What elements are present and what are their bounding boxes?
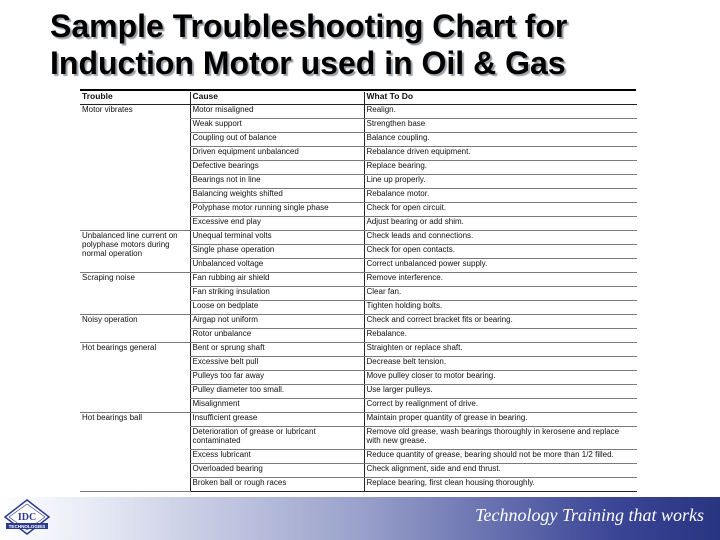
trouble-cell: Scraping noise <box>80 273 190 315</box>
what-to-do-cell: Adjust bearing or add shim. <box>364 217 637 231</box>
logo-text: IDC <box>17 512 37 523</box>
table-row <box>80 273 637 287</box>
page-title-line-1: Sample Troubleshooting Chart for <box>50 8 568 44</box>
cause-cell: Unbalanced voltage <box>190 259 364 273</box>
trouble-cell: Hot bearings general <box>80 343 190 413</box>
column-header-what-to-do: What To Do <box>364 92 637 105</box>
cause-cell: Pulleys too far away <box>190 371 364 385</box>
cause-cell: Excessive belt pull <box>190 357 364 371</box>
cause-cell: Motor misaligned <box>190 105 364 119</box>
what-to-do-cell: Straighten or replace shaft. <box>364 343 637 357</box>
trouble-cell: Motor vibrates <box>80 105 190 231</box>
cause-cell: Driven equipment unbalanced <box>190 147 364 161</box>
what-to-do-cell: Correct unbalanced power supply. <box>364 259 637 273</box>
what-to-do-cell: Correct by realignment of drive. <box>364 399 637 413</box>
cause-cell: Rotor unbalance <box>190 329 364 343</box>
cause-cell: Bearings not in line <box>190 175 364 189</box>
cause-cell: Broken ball or rough races <box>190 478 364 492</box>
cause-cell: Coupling out of balance <box>190 133 364 147</box>
what-to-do-cell: Reduce quantity of grease, bearing should not be more than 1/2 filled. <box>364 450 637 464</box>
what-to-do-cell: Tighten holding bolts. <box>364 301 637 315</box>
what-to-do-cell: Realign. <box>364 105 637 119</box>
column-header-trouble: Trouble <box>80 92 190 105</box>
cause-cell: Bent or sprung shaft <box>190 343 364 357</box>
cause-cell: Excess lubricant <box>190 450 364 464</box>
table-row <box>80 315 637 329</box>
logo-subtext: TECHNOLOGIES <box>8 524 46 529</box>
cause-cell: Pulley diameter too small. <box>190 385 364 399</box>
page-title-line-2: Induction Motor used in Oil & Gas <box>50 45 566 81</box>
what-to-do-cell: Rebalance. <box>364 329 637 343</box>
cause-cell: Insufficient grease <box>190 413 364 427</box>
what-to-do-cell: Move pulley closer to motor bearing. <box>364 371 637 385</box>
table-header-row <box>80 92 637 105</box>
cause-cell: Misalignment <box>190 399 364 413</box>
what-to-do-cell: Rebalance motor. <box>364 189 637 203</box>
what-to-do-cell: Replace bearing, first clean housing thoroughly. <box>364 478 637 492</box>
cause-cell: Deterioration of grease or lubricant contaminated <box>190 427 364 450</box>
table-body <box>80 105 637 492</box>
cause-cell: Overloaded bearing <box>190 464 364 478</box>
cause-cell: Single phase operation <box>190 245 364 259</box>
column-header-cause: Cause <box>190 92 364 105</box>
what-to-do-cell: Rebalance driven equipment. <box>364 147 637 161</box>
what-to-do-cell: Replace bearing. <box>364 161 637 175</box>
troubleshooting-table <box>80 92 637 492</box>
page-title <box>50 8 690 82</box>
footer-tagline: Technology Training that works <box>475 505 704 525</box>
what-to-do-cell: Check alignment, side and end thrust. <box>364 464 637 478</box>
trouble-cell: Hot bearings ball <box>80 413 190 492</box>
what-to-do-cell: Remove interference. <box>364 273 637 287</box>
idc-technologies-logo <box>3 499 51 536</box>
cause-cell: Excessive end play <box>190 217 364 231</box>
what-to-do-cell: Check and correct bracket fits or bearing. <box>364 315 637 329</box>
table-row <box>80 231 637 245</box>
trouble-cell: Noisy operation <box>80 315 190 343</box>
cause-cell: Weak support <box>190 119 364 133</box>
cause-cell: Balancing weights shifted <box>190 189 364 203</box>
table-row <box>80 105 637 119</box>
cause-cell: Defective bearings <box>190 161 364 175</box>
what-to-do-cell: Line up properly. <box>364 175 637 189</box>
what-to-do-cell: Clear fan. <box>364 287 637 301</box>
what-to-do-cell: Check leads and connections. <box>364 231 637 245</box>
what-to-do-cell: Remove old grease, wash bearings thoroughly in kerosene and replace with new grease. <box>364 427 637 450</box>
cause-cell: Unequal terminal volts <box>190 231 364 245</box>
what-to-do-cell: Strengthen base <box>364 119 637 133</box>
table-row <box>80 343 637 357</box>
cause-cell: Polyphase motor running single phase <box>190 203 364 217</box>
trouble-cell: Unbalanced line current on polyphase motors during normal operation <box>80 231 190 273</box>
what-to-do-cell: Decrease belt tension. <box>364 357 637 371</box>
cause-cell: Fan striking insulation <box>190 287 364 301</box>
what-to-do-cell: Check for open contacts. <box>364 245 637 259</box>
title-divider <box>80 89 636 91</box>
what-to-do-cell: Check for open circuit. <box>364 203 637 217</box>
what-to-do-cell: Balance coupling. <box>364 133 637 147</box>
table-row <box>80 413 637 427</box>
cause-cell: Airgap not uniform <box>190 315 364 329</box>
cause-cell: Fan rubbing air shield <box>190 273 364 287</box>
what-to-do-cell: Use larger pulleys. <box>364 385 637 399</box>
what-to-do-cell: Maintain proper quantity of grease in bearing. <box>364 413 637 427</box>
cause-cell: Loose on bedplate <box>190 301 364 315</box>
